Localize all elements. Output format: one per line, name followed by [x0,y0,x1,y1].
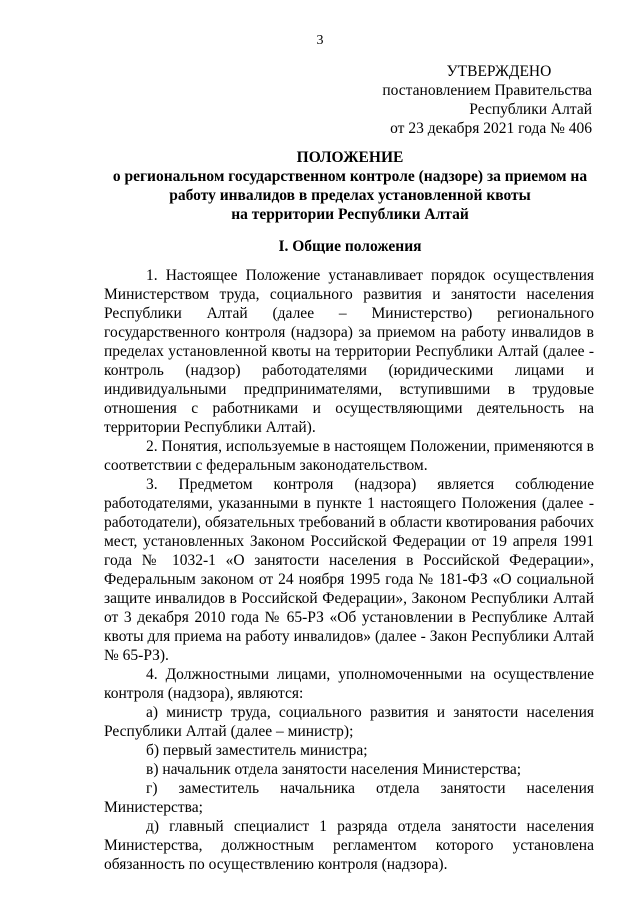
document-title: ПОЛОЖЕНИЕ [296,149,404,166]
paragraph-4e: д) главный специалист 1 разряда отдела занятости населения Министерства, должностным регламентом которого установлена обязанность по осуществлению контроля (надзора). [104,818,594,873]
paragraph-2: 2. Понятия, используемые в настоящем Положении, применяются в соответствии с федеральным законодательством. [104,438,594,474]
approval-stamp-block [360,62,592,138]
document-subtitle-line-2: работу инвалидов в пределах установленной квоты [169,187,531,204]
approval-line-3: от 23 декабря 2021 года № 406 [390,120,592,137]
document-title-block [100,148,600,224]
document-subtitle-line-1: о региональном государственном контроле (надзоре) за приемом на [112,168,588,185]
paragraph-4c: в) начальник отдела занятости населения Министерства; [146,761,522,778]
document-body [104,266,594,874]
paragraph-4d: г) заместитель начальника отдела занятости населения Министерства; [104,780,594,816]
paragraph-4: 4. Должностными лицами, уполномоченными на осуществление контроля (надзора), являются: [104,666,594,702]
approval-heading: УТВЕРЖДЕНО [446,63,552,80]
paragraph-4b: б) первый заместитель министра; [146,742,368,759]
page-number: 3 [316,33,324,48]
section-heading: I. Общие положения [278,238,422,255]
approval-line-1: постановлением Правительства [382,82,592,99]
document-subtitle-line-3: на территории Республики Алтай [231,206,469,223]
paragraph-1: 1. Настоящее Положение устанавливает порядок осуществления Министерством труда, социального развития и занятости населения Республики Алтай (далее – Министерство) регионального государственного контроля (надзора) за приемом на работу инвалидов в пределах установленной квоты на территории Республики Алтай (далее - контроль (надзор) работодателями (юридическими лицами и индивидуальными предпринимателями, вступившими в трудовые отношения с работниками и осуществляющими деятельность на территории Республики Алтай). [104,267,594,436]
paragraph-3: 3. Предметом контроля (надзора) является соблюдение работодателями, указанными в пункте 1 настоящего Положения (далее - работодатели), обязательных требований в области квотирования рабочих мест, установленных Законом Российской Федерации от 19 апреля 1991 года № 1032-1 «О занятости населения в Российской Федерации», Федеральным законом от 24 ноября 1995 года № 181-ФЗ «О социальной защите инвалидов в Российской Федерации», Законом Республики Алтай от 3 декабря 2010 года № 65-РЗ «Об установлении в Республике Алтай квоты для приема на работу инвалидов» (далее - Закон Республики Алтай № 65-РЗ). [104,476,594,664]
approval-line-2: Республики Алтай [469,101,592,118]
paragraph-4a: а) министр труда, социального развития и занятости населения Республики Алтай (далее – министр); [104,704,594,740]
